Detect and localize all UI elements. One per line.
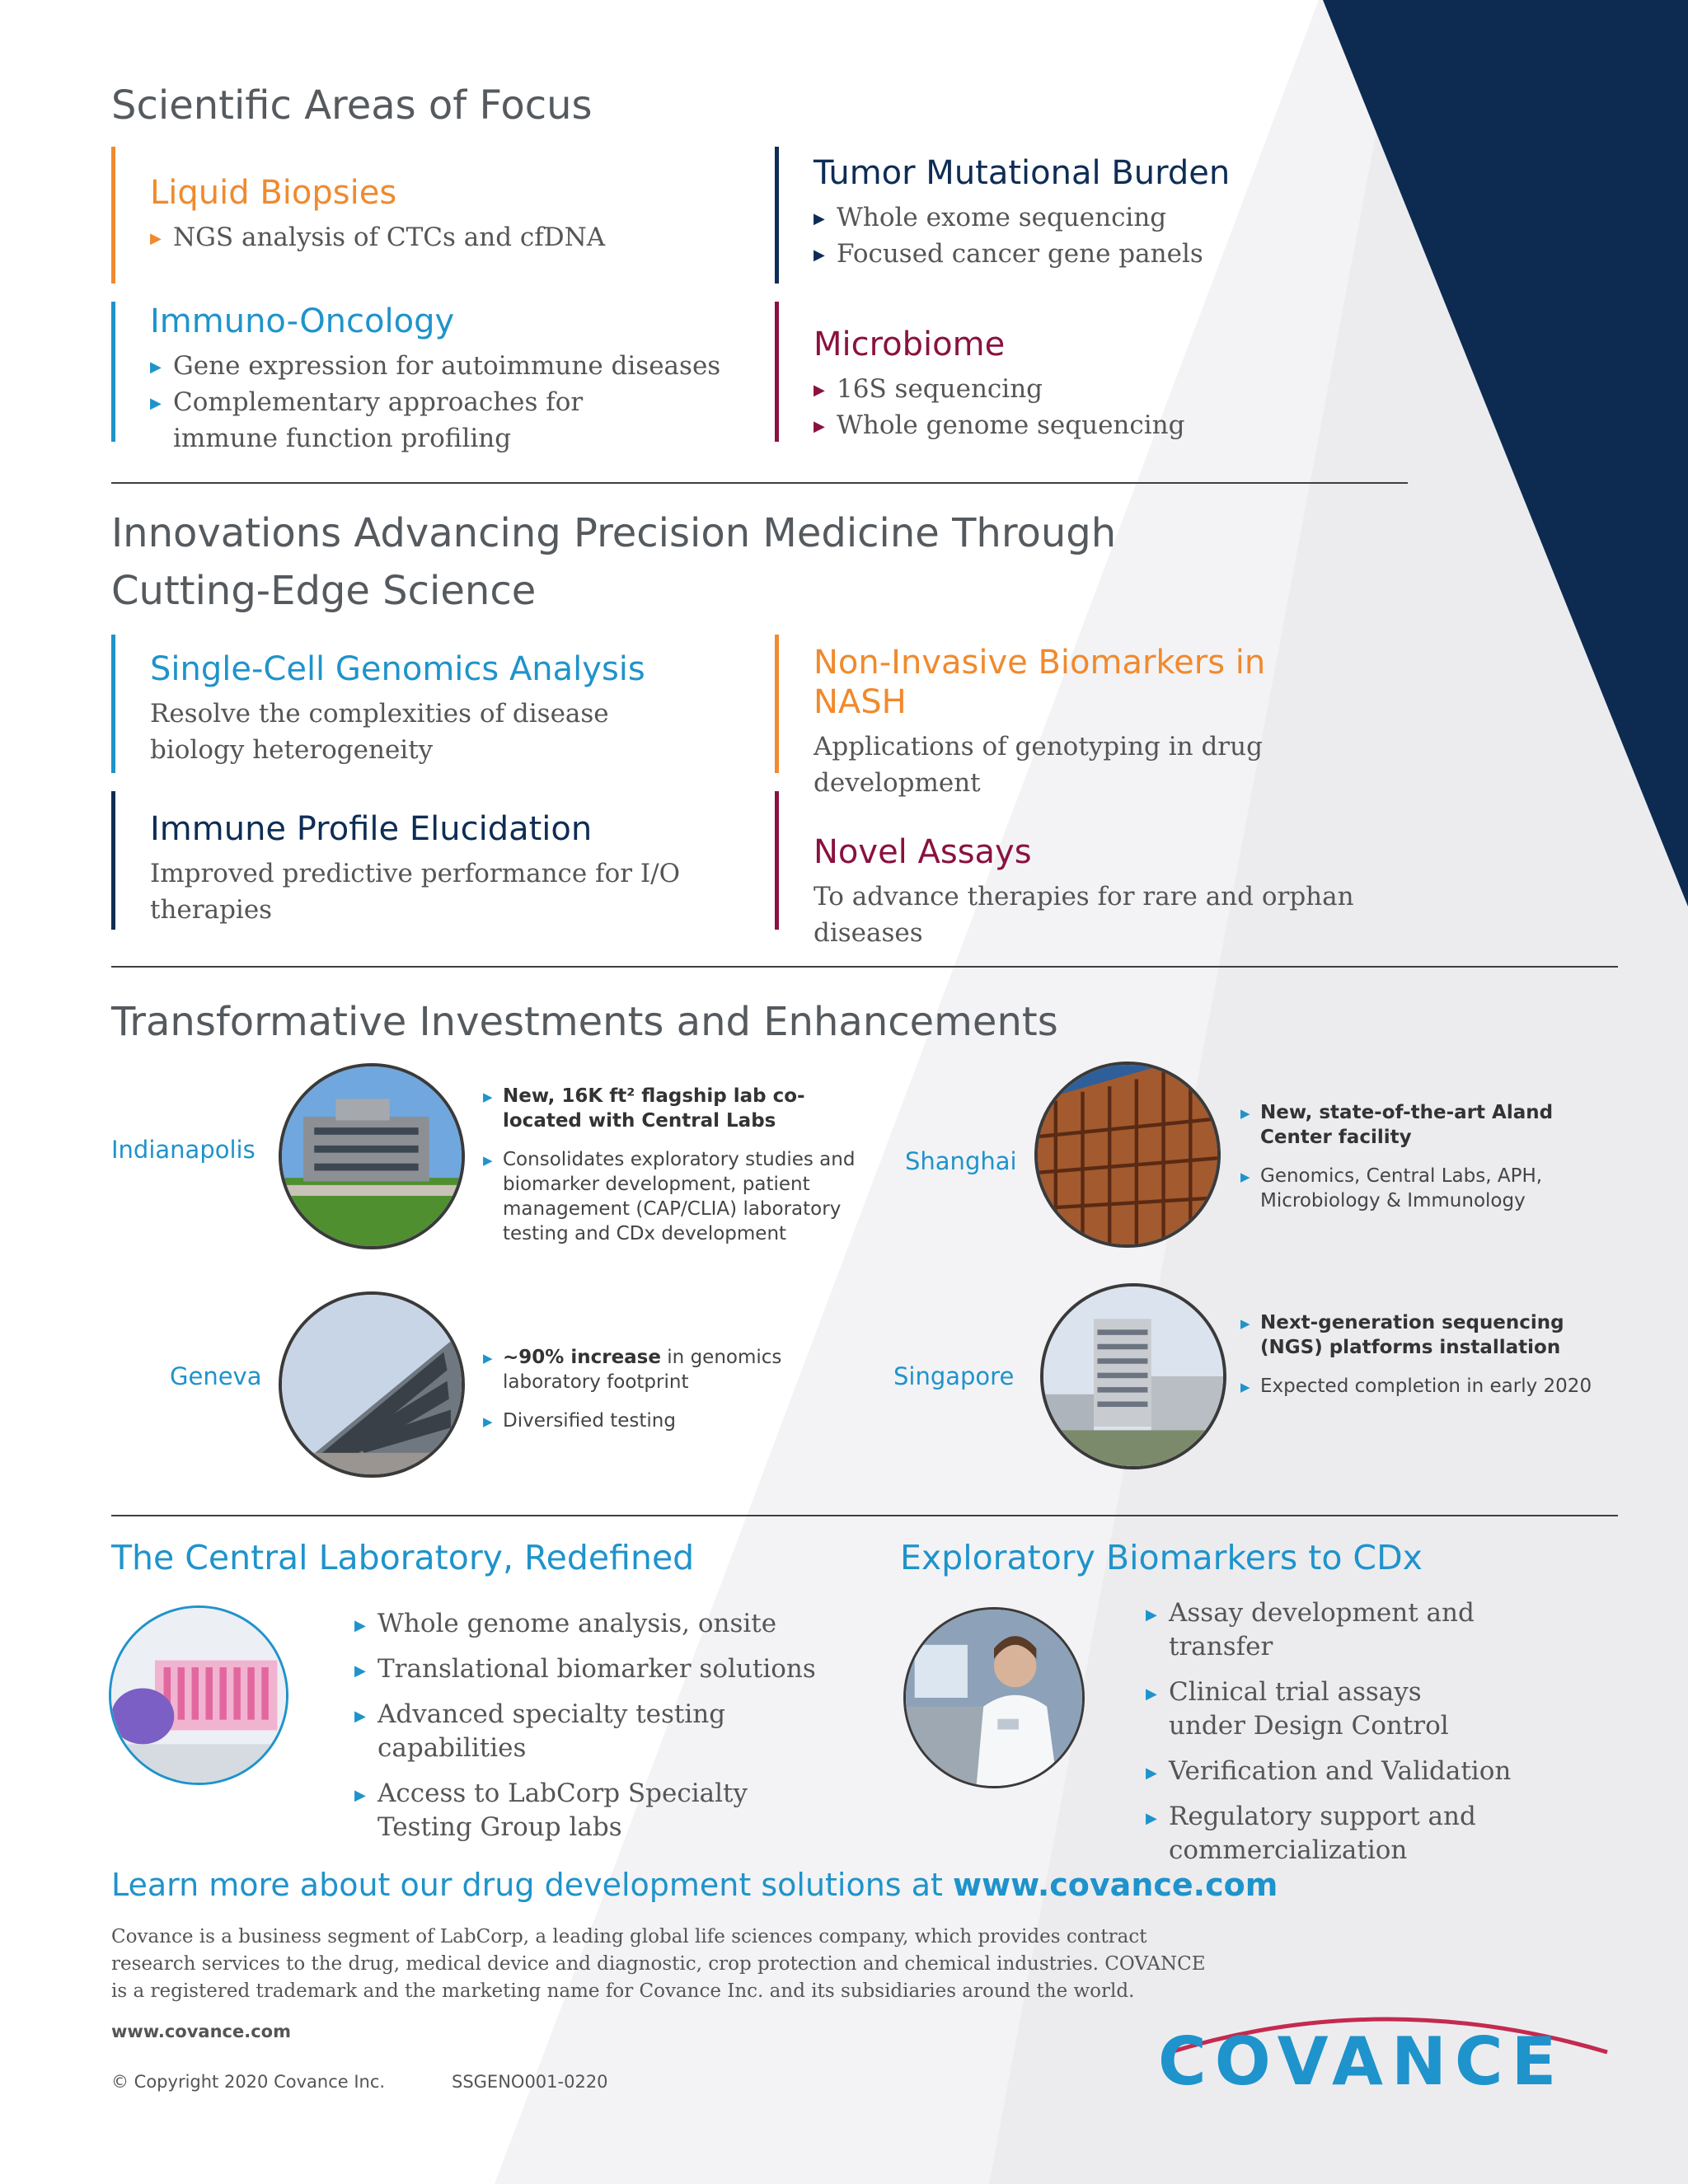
list-item (483, 1345, 862, 1394)
list-item: ▶ NGS analysis of CTCs and cfDNA (150, 219, 738, 255)
focus-immuno-oncology (111, 302, 738, 453)
list-item: ▶ Consolidates exploratory studies and biomarker development, patient management (CAP/CLIA) laboratory testing and CDx development (483, 1147, 862, 1246)
nash-title: Non-Invasive Biomarkers in NASH (814, 644, 1266, 721)
novel-assays-desc: To advance therapies for rare and orphan diseases (814, 882, 1354, 948)
geneva-b1-bold: ~90% increase (503, 1347, 661, 1368)
shanghai-photo (1034, 1062, 1221, 1248)
list-item: ▶ Access to LabCorp Specialty Testing Group labs (354, 1777, 816, 1844)
singapore-b1: Next-generation sequencing (NGS) platforms installation (1260, 1312, 1564, 1358)
document-code: SSGENO001-0220 (452, 2072, 608, 2092)
copyright: © Copyright 2020 Covance Inc. (111, 2072, 386, 2092)
indianapolis-photo (279, 1063, 465, 1249)
list-item: ▶ Gene expression for autoimmune diseases (150, 348, 738, 384)
list-item: ▶ Whole exome sequencing (814, 199, 1401, 236)
tumor-mutational-burden-title: Tumor Mutational Burden (814, 154, 1231, 192)
singapore-details (1240, 1310, 1620, 1413)
central-list (354, 1607, 865, 1856)
microbiome-title: Microbiome (814, 326, 1006, 363)
divider (111, 966, 1618, 968)
divider (111, 482, 1408, 484)
innovations-title-line1: Innovations Advancing Precision Medicine Through (111, 510, 1117, 556)
geneva-photo (279, 1291, 465, 1478)
covance-logo: COVANCE (1158, 2023, 1565, 2100)
website[interactable]: www.covance.com (111, 2022, 291, 2041)
focus-microbiome (775, 302, 1401, 442)
singapore-photo (1040, 1283, 1226, 1469)
focus-liquid-biopsies (111, 147, 738, 284)
shanghai-details (1240, 1100, 1620, 1227)
innovation-immune-profile (111, 791, 738, 930)
shanghai-b1: New, state-of-the-art Aland Center facility (1260, 1102, 1554, 1148)
learn-more-link[interactable]: www.covance.com (952, 1867, 1278, 1903)
exploratory-list (1146, 1596, 1558, 1879)
list-item: ▶ Translational biomarker solutions (354, 1652, 865, 1686)
list-item: ▶ Whole genome analysis, onsite (354, 1607, 865, 1641)
indianapolis-details (483, 1084, 862, 1260)
immune-profile-title: Immune Profile Elucidation (150, 810, 593, 848)
investments-title: Transformative Investments and Enhancements (111, 999, 1058, 1045)
divider (111, 1515, 1618, 1516)
list-item: ▶ Clinical trial assays under Design Control (1146, 1675, 1492, 1743)
list-item: ▶ Focused cancer gene panels (814, 236, 1401, 272)
liquid-biopsies-title: Liquid Biopsies (150, 174, 397, 212)
list-item: ▶ Complementary approaches for immune function profiling (150, 384, 686, 457)
immuno-oncology-title: Immuno-Oncology (150, 302, 455, 340)
innovation-novel-assays (775, 791, 1401, 948)
immune-profile-desc: Improved predictive performance for I/O therapies (150, 859, 681, 925)
learn-more (111, 1864, 1278, 1905)
single-cell-title: Single-Cell Genomics Analysis (150, 650, 645, 688)
indianapolis-b1: New, 16K ft² flagship lab co-located with Central Labs (503, 1085, 805, 1132)
list-item: ▶ Genomics, Central Labs, APH, Microbiology & Immunology (1240, 1164, 1620, 1213)
city-indianapolis: Indianapolis (111, 1136, 256, 1164)
list-item: ▶ Assay development and transfer (1146, 1596, 1558, 1664)
novel-assays-title: Novel Assays (814, 833, 1032, 871)
innovation-single-cell (111, 635, 738, 773)
exploratory-title: Exploratory Biomarkers to CDx (900, 1538, 1423, 1577)
city-shanghai: Shanghai (905, 1147, 1017, 1175)
learn-more-text: Learn more about our drug development solutions at (111, 1867, 953, 1903)
list-item (1240, 1100, 1620, 1150)
innovations-title (111, 504, 1348, 620)
list-item: ▶ Diversified testing (483, 1408, 862, 1433)
disclaimer: Covance is a business segment of LabCorp, a leading global life sciences company, which provides contract research services to the drug, medical device and diagnostic, crop protection and chemical industries. COVANCE is a registered trademark and the marketing name for Covance Inc. and its subsidiaries around the world. (111, 1926, 1206, 2002)
city-geneva: Geneva (170, 1362, 262, 1390)
central-lab-photo (109, 1605, 288, 1785)
focus-title: Scientific Areas of Focus (111, 82, 593, 129)
single-cell-desc: Resolve the complexities of disease biology heterogeneity (150, 699, 609, 765)
list-item: ▶ Verification and Validation (1146, 1755, 1558, 1788)
geneva-b1-rest: in genomics laboratory footprint (503, 1347, 782, 1393)
list-item: ▶ Whole genome sequencing (814, 407, 1401, 443)
nash-desc: Applications of genotyping in drug development (814, 732, 1263, 798)
innovations-title-line2: Cutting-Edge Science (111, 568, 537, 614)
list-item (483, 1084, 862, 1133)
city-singapore: Singapore (893, 1362, 1015, 1390)
innovation-nash (775, 635, 1401, 798)
central-title: The Central Laboratory, Redefined (111, 1538, 695, 1577)
focus-tumor-mutational-burden (775, 147, 1401, 284)
geneva-details (483, 1345, 862, 1447)
list-item: ▶ Expected completion in early 2020 (1240, 1374, 1620, 1399)
exploratory-photo (903, 1607, 1085, 1788)
list-item: ▶ Advanced specialty testing capabilities (354, 1698, 865, 1765)
list-item (1240, 1310, 1620, 1360)
list-item: ▶ Regulatory support and commercialization (1146, 1800, 1492, 1868)
list-item: ▶ 16S sequencing (814, 371, 1401, 407)
